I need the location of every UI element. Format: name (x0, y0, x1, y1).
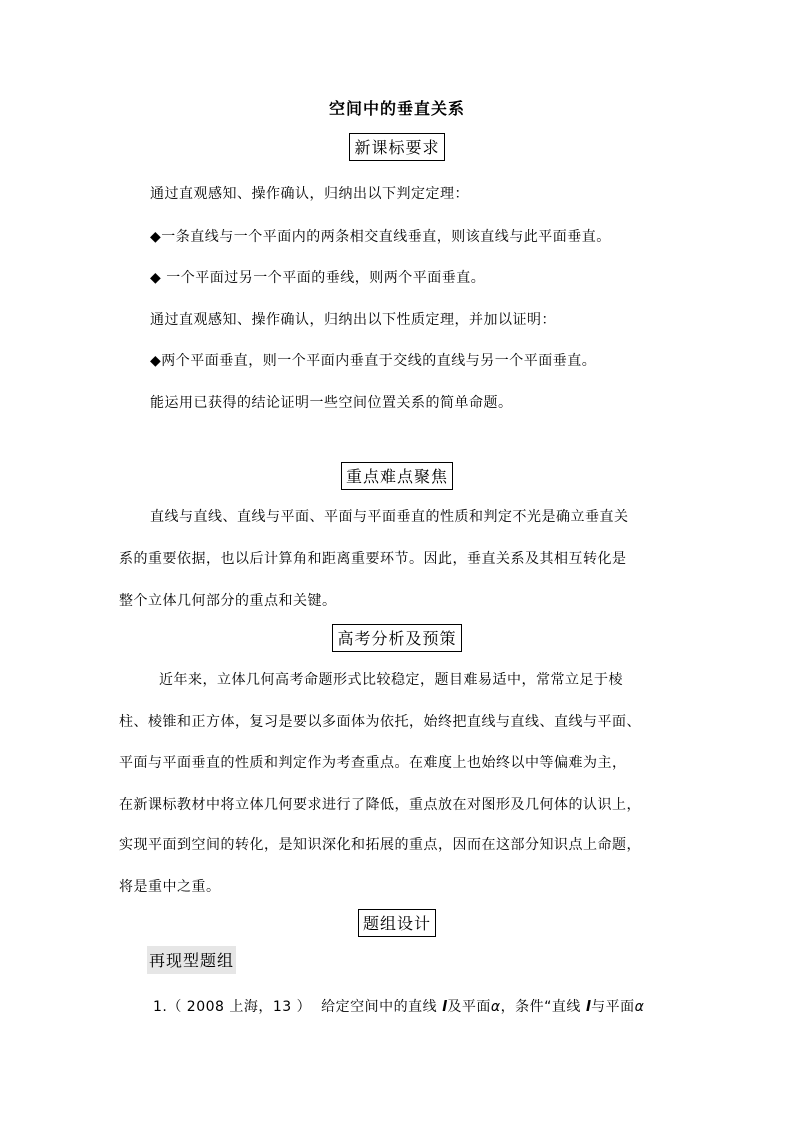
page-title: 空间中的垂直关系 (328, 99, 465, 118)
requirements-line-6: 能运用已获得的结论证明一些空间位置关系的简单命题。 (150, 395, 513, 411)
question-1-text-c: ，条件“直线 (500, 999, 586, 1015)
question-1-number: 1. (153, 999, 168, 1015)
question-1-text-b: 及平面 (447, 999, 491, 1015)
analysis-heading: 高考分析及预策 (332, 624, 461, 652)
question-1-var-alpha2: α (634, 999, 645, 1015)
requirements-line-2: ◆一条直线与一个平面内的两条相交直线垂直，则该直线与此平面垂直。 (150, 229, 611, 245)
analysis-line-5: 实现平面到空间的转化，是知识深化和拓展的重点，因而在这部分知识点上命题， (119, 837, 641, 853)
design-heading-row (0, 909, 794, 937)
analysis-line-3: 平面与平面垂直的性质和判定作为考查重点。在难度上也始终以中等偏难为主， (119, 755, 627, 771)
question-1-var-alpha: α (490, 999, 501, 1015)
analysis-line-4: 在新课标教材中将立体几何要求进行了降低，重点放在对图形及几何体的认识上， (119, 797, 641, 813)
focus-line-2: 系的重要依据，也以后计算角和距离重要环节。因此，垂直关系及其相互转化是 (119, 551, 627, 567)
question-1-var-l2: l (585, 999, 592, 1015)
requirements-line-3: ◆ 一个平面过另一个平面的垂线，则两个平面垂直。 (150, 270, 486, 286)
focus-heading-row (0, 462, 794, 490)
design-heading: 题组设计 (358, 909, 436, 937)
analysis-heading-row (0, 624, 794, 652)
focus-line-1: 直线与直线、直线与平面、平面与平面垂直的性质和判定不光是确立垂直关 (150, 509, 629, 525)
requirements-heading-row (0, 133, 794, 161)
focus-heading: 重点难点聚焦 (341, 462, 453, 490)
requirements-line-1: 通过直观感知、操作确认，归纳出以下判定定理： (150, 186, 469, 202)
question-1-var-l: l (442, 999, 448, 1015)
question-1-text-a: 给定空间中的直线 (321, 999, 443, 1015)
question-1-source: （ 2008 上海，13 ） (167, 999, 312, 1015)
design-subheading-row (147, 946, 236, 974)
requirements-line-4: 通过直观感知、操作确认，归纳出以下性质定理，并加以证明： (150, 312, 556, 328)
design-subheading: 再现型题组 (147, 946, 236, 974)
requirements-heading: 新课标要求 (349, 133, 444, 161)
requirements-line-5: ◆两个平面垂直，则一个平面内垂直于交线的直线与另一个平面垂直。 (150, 353, 597, 369)
focus-line-3: 整个立体几何部分的重点和关键。 (119, 593, 337, 609)
question-1 (153, 996, 644, 1016)
analysis-line-6: 将是重中之重。 (119, 879, 221, 895)
analysis-line-1: 近年来，立体几何高考命题形式比较稳定，题目难易适中，常常立足于棱 (159, 672, 623, 688)
question-1-text-d: 与平面 (591, 999, 635, 1015)
analysis-line-2: 柱、棱锥和正方体，复习是要以多面体为依托，始终把直线与直线、直线与平面、 (119, 714, 641, 730)
